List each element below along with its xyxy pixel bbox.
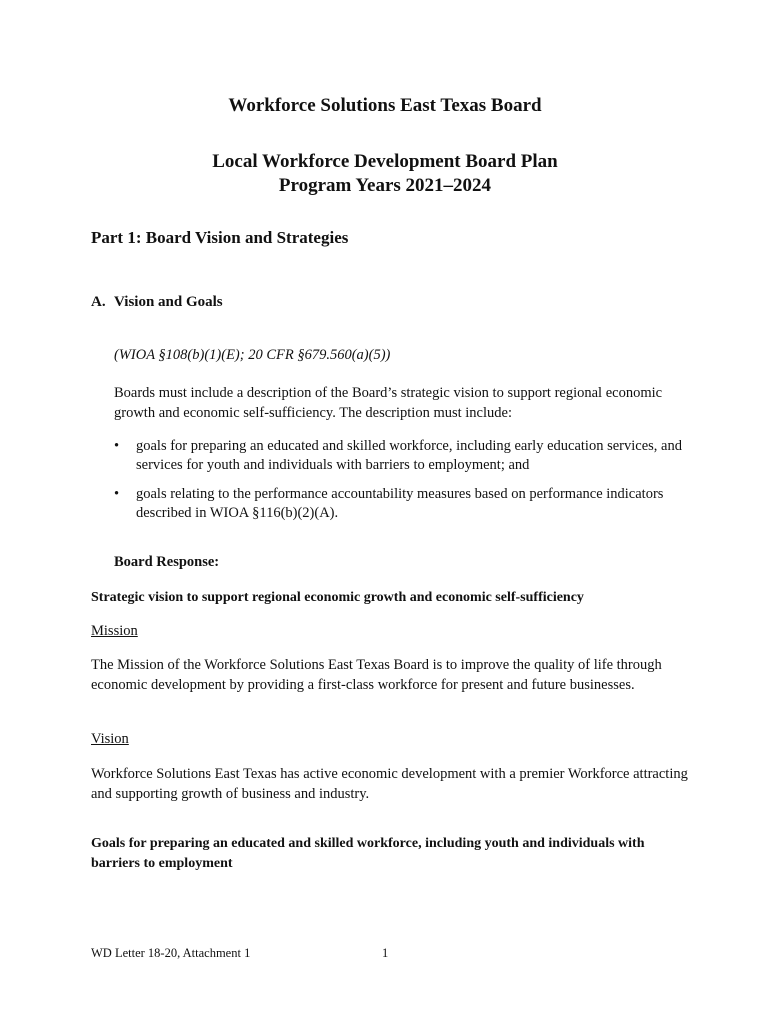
requirements-list — [114, 437, 694, 533]
section-number: A. — [91, 294, 106, 310]
section-title: Vision and Goals — [114, 294, 223, 310]
bullet-icon: • — [114, 486, 120, 502]
mission-text: The Mission of the Workforce Solutions East Texas Board is to improve the quality of life through economic development by providing a first-class workforce for present and future businesses. — [91, 657, 662, 693]
footer-reference: WD Letter 18-20, Attachment 1 — [91, 946, 251, 960]
board-response-label: Board Response: — [114, 554, 220, 570]
list-item-text: goals relating to the performance accountability measures based on performance indicators described in WIOA §116(b)(2)(A). — [136, 486, 664, 521]
program-years: Program Years 2021–2024 — [278, 175, 492, 196]
bullet-icon: • — [114, 438, 120, 454]
strategic-vision-heading: Strategic vision to support regional economic growth and economic self-sufficiency — [91, 590, 584, 605]
list-item-text: goals for preparing an educated and skilled workforce, including early education services, and services for youth and individuals with barriers to employment; and — [136, 438, 682, 473]
citation: (WIOA §108(b)(1)(E); 20 CFR §679.560(a)(5)) — [114, 347, 391, 363]
list-item — [114, 437, 694, 475]
mission-label: Mission — [91, 623, 138, 639]
plan-title: Local Workforce Development Board Plan — [212, 151, 558, 172]
part-heading: Part 1: Board Vision and Strategies — [91, 228, 349, 247]
vision-text: Workforce Solutions East Texas has active economic development with a premier Workforce attracting and supporting growth of business and industry. — [91, 766, 688, 802]
org-title: Workforce Solutions East Texas Board — [228, 95, 542, 116]
goals-heading: Goals for preparing an educated and skilled workforce, including youth and individuals with barriers to employment — [91, 836, 645, 871]
vision-label: Vision — [91, 731, 129, 747]
list-item — [114, 485, 694, 523]
page-number: 1 — [382, 946, 389, 960]
section-heading — [91, 294, 223, 311]
intro-paragraph: Boards must include a description of the Board’s strategic vision to support regional economic growth and economic self-sufficiency. The description must include: — [114, 385, 663, 421]
